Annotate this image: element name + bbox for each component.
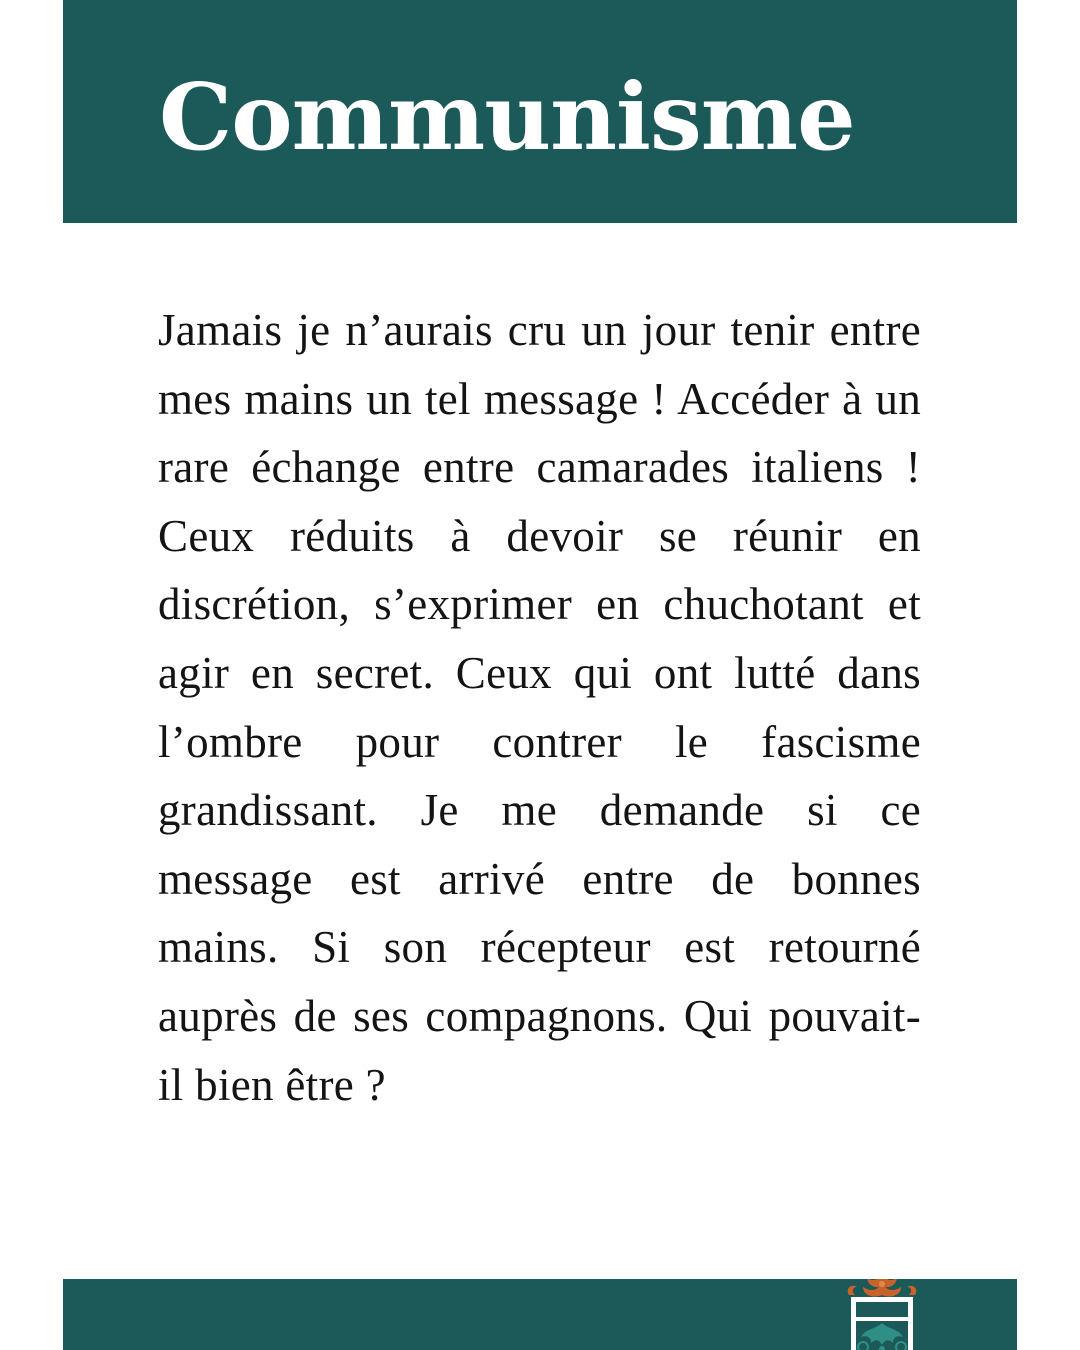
page-title: Communisme (159, 63, 855, 171)
footer-band (63, 1279, 1017, 1350)
body-paragraph: Jamais je n’aurais cru un jour tenir entre mes mains un tel message ! Accéder à un rare échange entre camarades italiens ! Ceux réduits à devoir se réunir en discrétion, s’exprimer en chuchotant et agir en secret. Ceux qui ont lutté dans l’ombre pour contrer le fascisme grandissant. Je me demande si ce message est arrivé entre de bonnes mains. Si son récepteur est retourné auprès de ses compagnons. Qui pouvait-il bien être ? (158, 305, 921, 1110)
header-band (63, 0, 1017, 223)
ornamental-emblem-icon (841, 1279, 923, 1350)
